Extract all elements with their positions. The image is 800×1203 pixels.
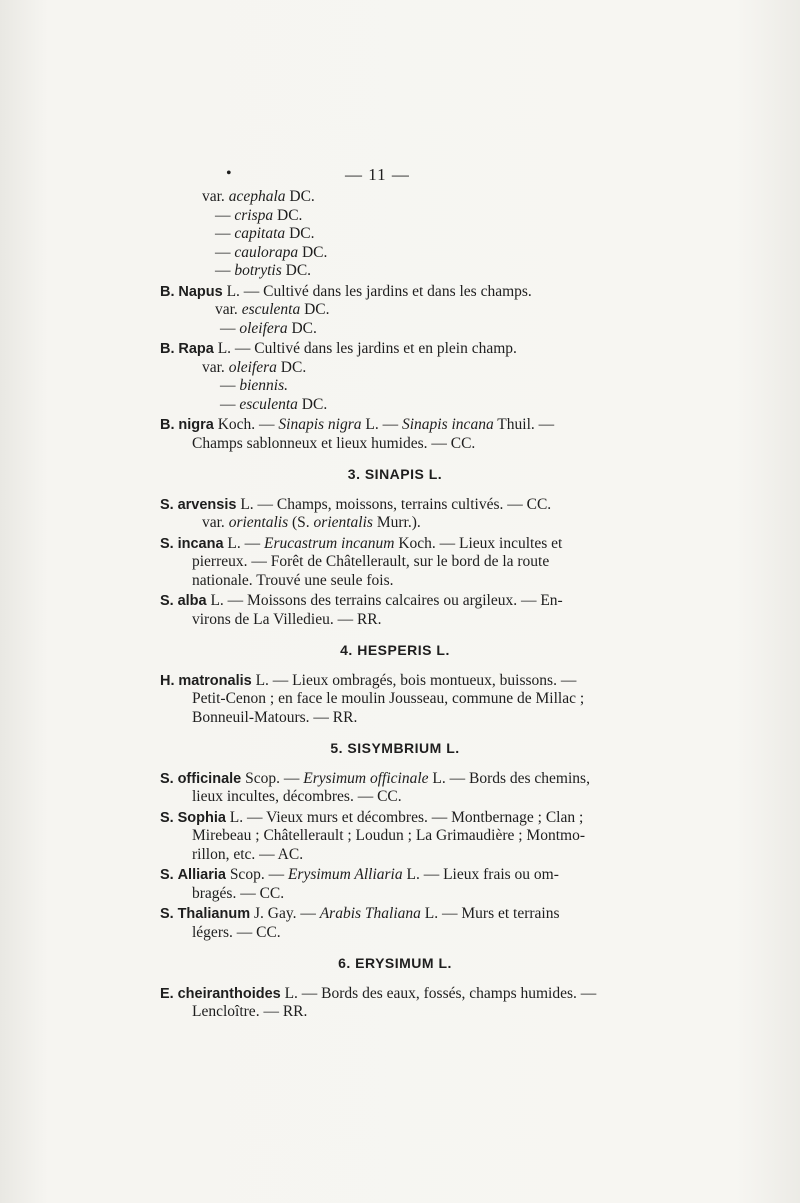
entry-continuation: légers. — CC. [192,923,281,941]
header-mark: • [226,165,232,182]
variety-line: — oleifera DC. [220,319,317,337]
variety-line: — botrytis DC. [215,262,312,279]
variety-line: var. orientalis (S. orientalis Murr.). [202,514,421,531]
variety-line: var. esculenta DC. [215,301,330,318]
entry-continuation: Champs sablonneux et lieux humides. — CC. [192,434,476,452]
variety-line: — biennis. [220,377,289,394]
entry-continuation: virons de La Villedieu. — RR. [192,610,382,628]
entry-continuation: Petit-Cenon ; en face le moulin Jousseau, commune de Millac ; [192,690,585,707]
variety-line: — caulorapa DC. [215,243,328,261]
variety-line: var. oleifera DC. [202,358,307,376]
species-entry-cheiranthoides: E. cheiranthoides L. — Bords des eaux, fossés, champs humides. — [160,984,597,1002]
page-body [160,188,600,1022]
entry-continuation: rillon, etc. — AC. [192,845,304,863]
species-entry-napus: B. Napus L. — Cultivé dans les jardins et dans les champs. [160,282,532,300]
species-entry-rapa: B. Rapa L. — Cultivé dans les jardins et en plein champ. [160,340,517,357]
variety-line: — crispa DC. [215,206,303,224]
entry-continuation: Bonneuil-Matours. — RR. [192,708,358,726]
entry-continuation: Lencloître. — RR. [192,1003,308,1020]
species-entry-thalianum: S. Thalianum J. Gay. — Arabis Thaliana L. — Murs et terrains [160,905,560,922]
species-entry-alliaria: S. Alliaria Scop. — Erysimum Alliaria L. — Lieux frais ou om- [160,866,559,883]
genus-heading-sisymbrium: 5. SISYMBRIUM L. [330,740,460,756]
entry-continuation: nationale. Trouvé une seule fois. [192,571,394,589]
species-entry-incana: S. incana L. — Erucastrum incanum Koch. — Lieux incultes et [160,534,563,552]
genus-heading-hesperis: 4. HESPERIS L. [340,642,450,658]
entry-continuation: Mirebeau ; Châtellerault ; Loudun ; La Grimaudière ; Montmo- [192,827,585,844]
species-entry-arvensis: S. arvensis L. — Champs, moissons, terrains cultivés. — CC. [160,495,552,513]
entry-continuation: lieux incultes, décombres. — CC. [192,788,402,805]
species-entry-alba: S. alba L. — Moissons des terrains calcaires ou argileux. — En- [160,592,563,609]
species-entry-sophia: S. Sophia L. — Vieux murs et décombres. — Montbernage ; Clan ; [160,808,584,826]
entry-continuation: pierreux. — Forêt de Châtellerault, sur le bord de la route [192,553,550,570]
page-header [0,165,800,187]
variety-line: — esculenta DC. [220,395,328,413]
variety-line: — capitata DC. [215,225,315,242]
page-number: — 11 — [345,165,410,184]
genus-heading-erysimum: 6. ERYSIMUM L. [338,955,452,971]
species-entry-officinale: S. officinale Scop. — Erysimum officinale L. — Bords des chemins, [160,769,590,787]
entry-continuation: bragés. — CC. [192,884,285,902]
variety-line: var. acephala DC. [202,188,315,205]
genus-heading-sinapis: 3. SINAPIS L. [347,466,443,482]
species-entry-matronalis: H. matronalis L. — Lieux ombragés, bois montueux, buissons. — [160,671,577,689]
species-entry-nigra: B. nigra Koch. — Sinapis nigra L. — Sinapis incana Thuil. — [160,416,555,433]
